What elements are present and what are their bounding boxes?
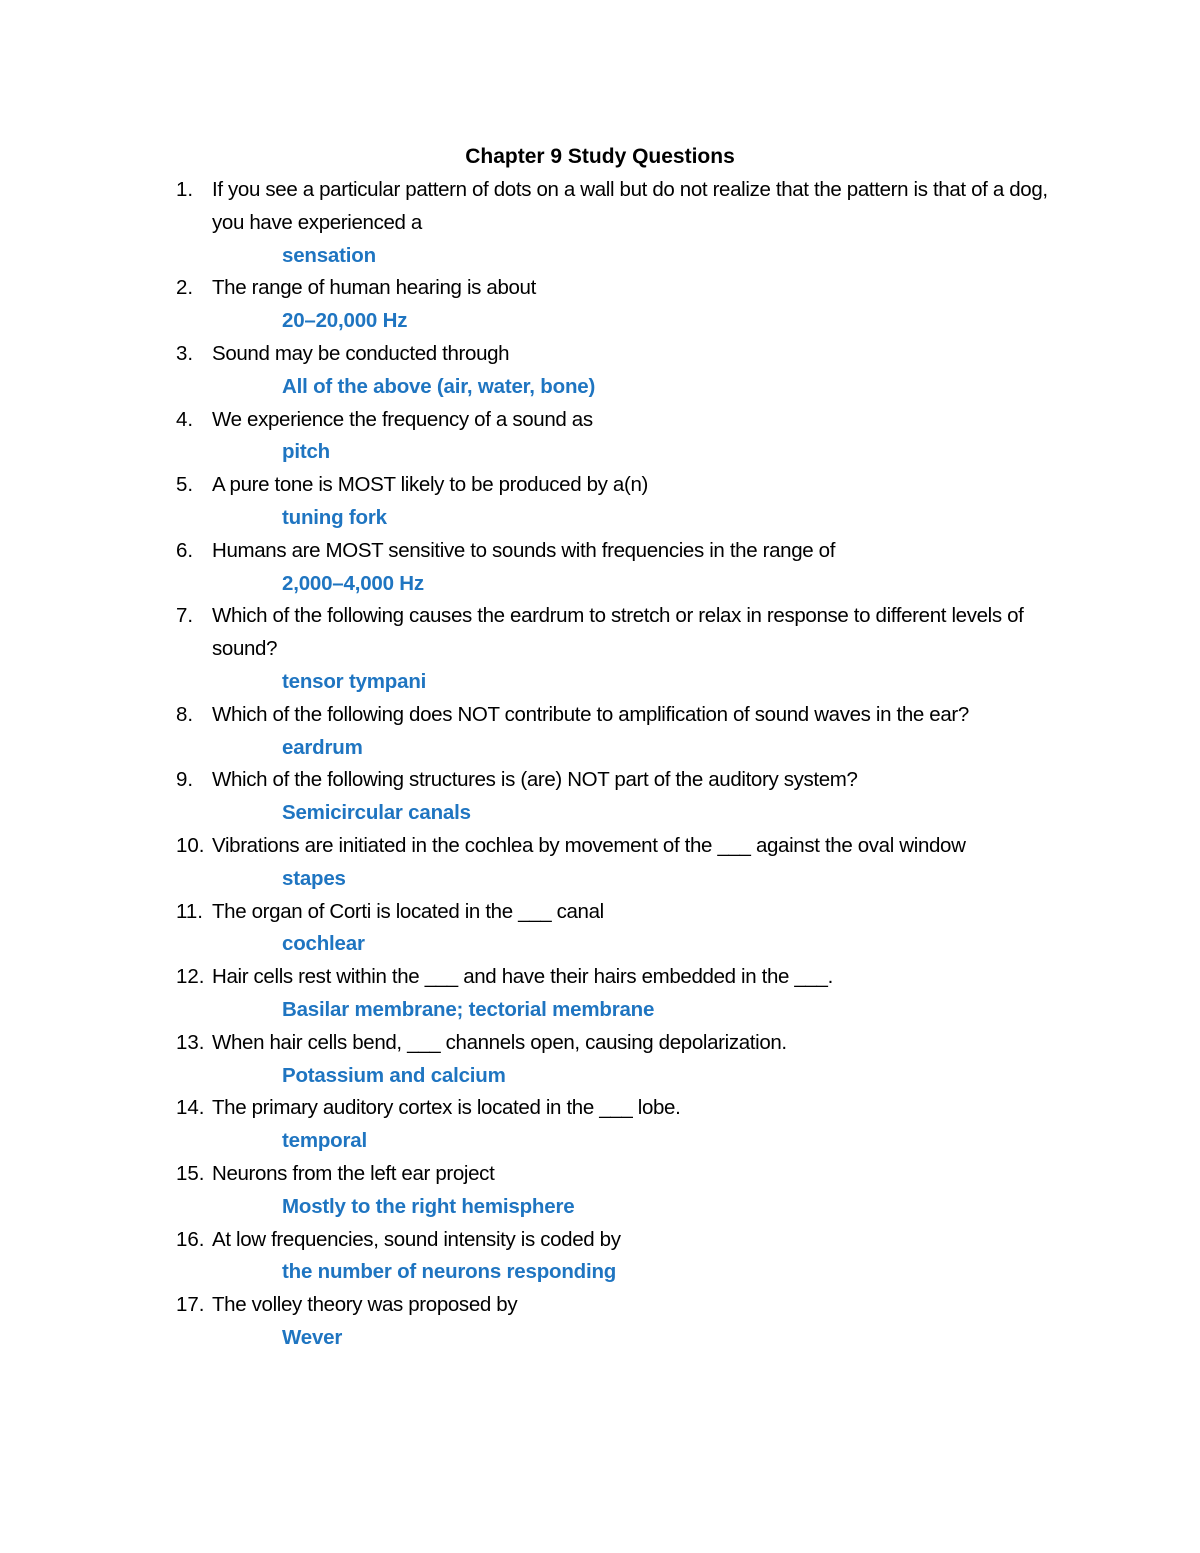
question-item [176, 469, 1056, 535]
question-item [176, 535, 1056, 601]
question-number: 8. [176, 702, 194, 726]
question-text: Neurons from the left ear project [212, 1161, 495, 1185]
answer-text: All of the above (air, water, bone) [282, 374, 596, 398]
question-text: At low frequencies, sound intensity is coded by [212, 1227, 621, 1251]
question-text: We experience the frequency of a sound as [212, 407, 593, 431]
answer-text: temporal [282, 1129, 367, 1153]
question-number: 13. [176, 1030, 205, 1054]
answer-text: Wever [282, 1325, 343, 1349]
question-item [176, 1027, 1056, 1093]
question-text: Humans are MOST sensitive to sounds with frequencies in the range of [212, 538, 836, 562]
answer-text: 20–20,000 Hz [282, 309, 408, 333]
answer-text: Basilar membrane; tectorial membrane [282, 997, 655, 1021]
question-number: 9. [176, 768, 194, 792]
question-text: The primary auditory cortex is located in the ___ lobe. [212, 1096, 681, 1120]
answer-text: Potassium and calcium [282, 1063, 506, 1087]
question-text: Vibrations are initiated in the cochlea by movement of the ___ against the oval window [212, 833, 966, 857]
question-text: Sound may be conducted through [212, 341, 510, 365]
answer-text: 2,000–4,000 Hz [282, 571, 424, 595]
question-number: 14. [176, 1096, 205, 1120]
answer-text: stapes [282, 866, 346, 890]
question-item [176, 830, 1056, 896]
answer-text: Semicircular canals [282, 801, 471, 825]
question-item [176, 764, 1056, 830]
question-number: 16. [176, 1227, 205, 1251]
answer-text: Mostly to the right hemisphere [282, 1194, 575, 1218]
question-number: 3. [176, 341, 194, 365]
question-item [176, 338, 1056, 404]
question-text: A pure tone is MOST likely to be produced by a(n) [212, 473, 648, 497]
question-number: 6. [176, 538, 194, 562]
question-item [176, 174, 1056, 272]
answer-text: the number of neurons responding [282, 1260, 617, 1284]
question-number: 2. [176, 276, 194, 300]
question-item [176, 961, 1056, 1027]
question-number: 12. [176, 965, 205, 989]
answer-text: pitch [282, 440, 330, 464]
question-text: Hair cells rest within the ___ and have their hairs embedded in the ___. [212, 965, 833, 989]
answer-text: sensation [282, 243, 376, 267]
question-item [176, 272, 1056, 338]
question-text: The range of human hearing is about [212, 276, 536, 300]
question-text: The organ of Corti is located in the ___ canal [212, 899, 604, 923]
question-item [176, 699, 1056, 765]
answer-text: eardrum [282, 735, 363, 759]
question-item [176, 1224, 1056, 1290]
question-item [176, 404, 1056, 470]
question-number: 4. [176, 407, 194, 431]
question-text: Which of the following structures is (are) NOT part of the auditory system? [212, 768, 858, 792]
question-text: Which of the following causes the eardrum to stretch or relax in response to different levels of sound? [212, 604, 1024, 661]
question-item [176, 1158, 1056, 1224]
question-text: When hair cells bend, ___ channels open, causing depolarization. [212, 1030, 787, 1054]
answer-text: cochlear [282, 932, 365, 956]
question-number: 15. [176, 1161, 205, 1185]
question-text: Which of the following does NOT contribute to amplification of sound waves in the ear? [212, 702, 969, 726]
answer-text: tuning fork [282, 505, 387, 529]
question-item [176, 600, 1056, 698]
page-title: Chapter 9 Study Questions [465, 145, 735, 168]
question-number: 5. [176, 473, 194, 497]
question-number: 1. [176, 178, 194, 201]
question-item [176, 1289, 1056, 1355]
question-number: 17. [176, 1293, 205, 1317]
question-text: If you see a particular pattern of dots on a wall but do not realize that the pattern is that of a dog, you have experienced a [212, 178, 1048, 234]
question-item [176, 896, 1056, 962]
question-text: The volley theory was proposed by [212, 1293, 518, 1317]
question-number: 11. [176, 899, 203, 923]
question-number: 10. [176, 833, 205, 857]
question-item [176, 1092, 1056, 1158]
answer-text: tensor tympani [282, 669, 427, 693]
question-number: 7. [176, 604, 194, 628]
question-list [176, 174, 1056, 1355]
